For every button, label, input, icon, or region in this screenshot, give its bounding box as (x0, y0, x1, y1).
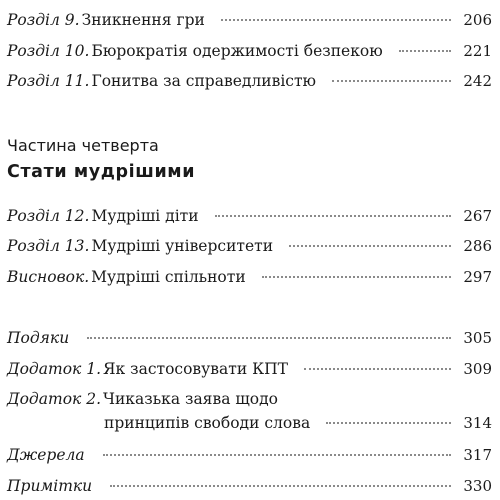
toc-entry-prefix: Додаток 1. (7, 360, 101, 378)
toc-entry-page: 297 (463, 268, 492, 286)
toc-entry-prefix: Примітки (7, 477, 93, 495)
toc-entry-prefix: Додаток 2. (7, 390, 101, 408)
toc-entry-page: 242 (463, 72, 492, 90)
toc-entry-page: 221 (463, 42, 492, 60)
toc-entry-appendix-2 (7, 387, 492, 411)
dot-leader (332, 80, 451, 82)
toc-entry-page: 206 (463, 11, 492, 29)
toc-entry-page: 317 (463, 446, 492, 464)
toc-entry-page: 305 (463, 329, 492, 347)
toc-entry-title: Як застосовувати КПТ (103, 360, 288, 378)
toc-entry-page: 309 (463, 360, 492, 378)
toc-entry-chapter-9 (7, 8, 492, 32)
toc-entry-acknowledgements (7, 326, 492, 350)
toc-entry-conclusion (7, 265, 492, 289)
toc-entry-page: 314 (463, 414, 492, 432)
toc-entry-sources (7, 443, 492, 467)
toc-entry-title: Зникнення гри (81, 11, 205, 29)
dot-leader (221, 19, 452, 21)
toc-entry-prefix: Висновок. (7, 268, 90, 286)
toc-entry-chapter-11 (7, 69, 492, 93)
toc-entry-title: Мудріші діти (91, 207, 199, 225)
toc-entry-page: 267 (463, 207, 492, 225)
toc-entry-chapter-13 (7, 234, 492, 258)
toc-entry-prefix: Подяки (7, 329, 70, 347)
toc-entry-prefix: Розділ 13. (7, 237, 90, 255)
toc-entry-prefix: Розділ 9. (7, 11, 80, 29)
part-title: Стати мудрішими (7, 162, 196, 182)
dot-leader (289, 245, 451, 247)
toc-entry-title: Чиказька заява щодо (103, 390, 278, 408)
toc-entry-prefix: Розділ 12. (7, 207, 90, 225)
toc-entry-appendix-2-continued (102, 411, 492, 435)
toc-entry-page: 330 (463, 477, 492, 495)
toc-entry-prefix: Розділ 11. (7, 72, 90, 90)
toc-entry-title-continued: принципів свободи слова (104, 414, 311, 432)
part-label: Частина четверта (7, 136, 159, 155)
dot-leader (304, 368, 451, 370)
dot-leader (215, 215, 452, 217)
toc-entry-notes (7, 474, 492, 498)
dot-leader (326, 422, 451, 424)
toc-entry-prefix: Розділ 10. (7, 42, 90, 60)
dot-leader (399, 50, 452, 52)
toc-entry-appendix-1 (7, 357, 492, 381)
toc-entry-page: 286 (463, 237, 492, 255)
toc-entry-title: Мудріші спільноти (91, 268, 246, 286)
toc-entry-title: Гонитва за справедливістю (91, 72, 317, 90)
toc-entry-title: Мудріші університети (91, 237, 274, 255)
toc-entry-title: Бюрократія одержимості безпекою (91, 42, 383, 60)
dot-leader (103, 454, 452, 456)
toc-entry-chapter-12 (7, 204, 492, 228)
dot-leader (110, 485, 451, 487)
toc-entry-prefix: Джерела (7, 446, 85, 464)
dot-leader (262, 276, 452, 278)
toc-entry-chapter-10 (7, 39, 492, 63)
dot-leader (87, 337, 451, 339)
